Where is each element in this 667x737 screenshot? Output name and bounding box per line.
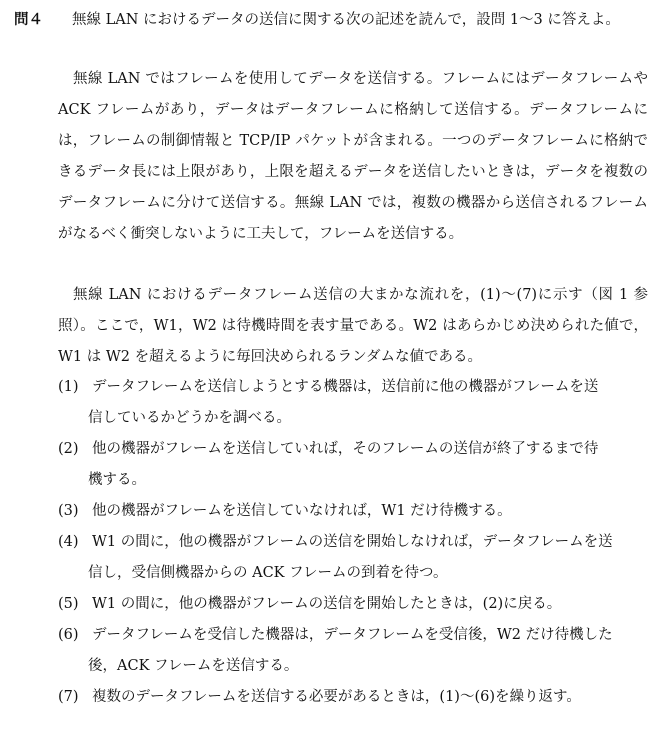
step-item-7 (58, 682, 648, 713)
flow-paragraph: 無線 LAN におけるデータフレーム送信の大まかな流れを，(1)～(7)に示す（図 1 参照）。ここで，W1，W2 は待機時間を表す量である。W2 はあらかじめ決められた値で，W1 は W2 を超えるように毎回決められるランダムな値である。 (58, 287, 648, 365)
step-text: W1 の間に，他の機器がフレームの送信を開始しなければ，データフレームを送 (92, 534, 613, 550)
step-text-continued: 信し，受信側機器からの ACK フレームの到着を待つ。 (88, 565, 448, 581)
step-list (58, 372, 648, 713)
step-number: (6) (58, 627, 79, 643)
intro-paragraph: 無線 LAN ではフレームを使用してデータを送信する。フレームにはデータフレームや ACK フレームがあり，データはデータフレームに格納して送信する。データフレームには，フレームの制御情報と TCP/IP パケットが含まれる。一つのデータフレームに格納できるデータ長には上限があり，上限を超えるデータを送信したいときは，データを複数のデータフレームに分けて送信する。無線 LAN では，複数の機器から送信されるフレームがなるべく衝突しないように工夫して，フレームを送信する。 (58, 71, 648, 242)
step-number: (2) (58, 441, 79, 457)
step-item-2 (58, 434, 648, 496)
question-header (14, 10, 664, 30)
step-text-continued: 後，ACK フレームを送信する。 (88, 658, 299, 674)
step-item-3 (58, 496, 648, 527)
step-text: W1 の間に，他の機器がフレームの送信を開始したときは，(2)に戻る。 (92, 596, 562, 612)
step-item-6 (58, 620, 648, 682)
step-text: 他の機器がフレームを送信していなければ，W1 だけ待機する。 (92, 503, 512, 519)
step-number: (7) (58, 689, 79, 705)
step-number: (5) (58, 596, 79, 612)
step-item-1 (58, 372, 648, 434)
step-text: データフレームを送信しようとする機器は，送信前に他の機器がフレームを送 (92, 379, 599, 395)
step-text: 他の機器がフレームを送信していれば，そのフレームの送信が終了するまで待 (92, 441, 599, 457)
question-prompt: 無線 LAN におけるデータの送信に関する次の記述を読んで，設問 1～3 に答えよ。 (72, 12, 620, 28)
step-item-4 (58, 527, 648, 589)
step-text: データフレームを受信した機器は，データフレームを受信後，W2 だけ待機した (92, 627, 613, 643)
step-number: (1) (58, 379, 79, 395)
question-number: 問４ (14, 12, 43, 28)
step-number: (4) (58, 534, 79, 550)
step-text-continued: 機する。 (88, 472, 146, 488)
step-text: 複数のデータフレームを送信する必要があるときは，(1)～(6)を繰り返す。 (92, 689, 581, 705)
step-item-5 (58, 589, 648, 620)
step-number: (3) (58, 503, 79, 519)
step-text-continued: 信しているかどうかを調べる。 (88, 410, 291, 426)
